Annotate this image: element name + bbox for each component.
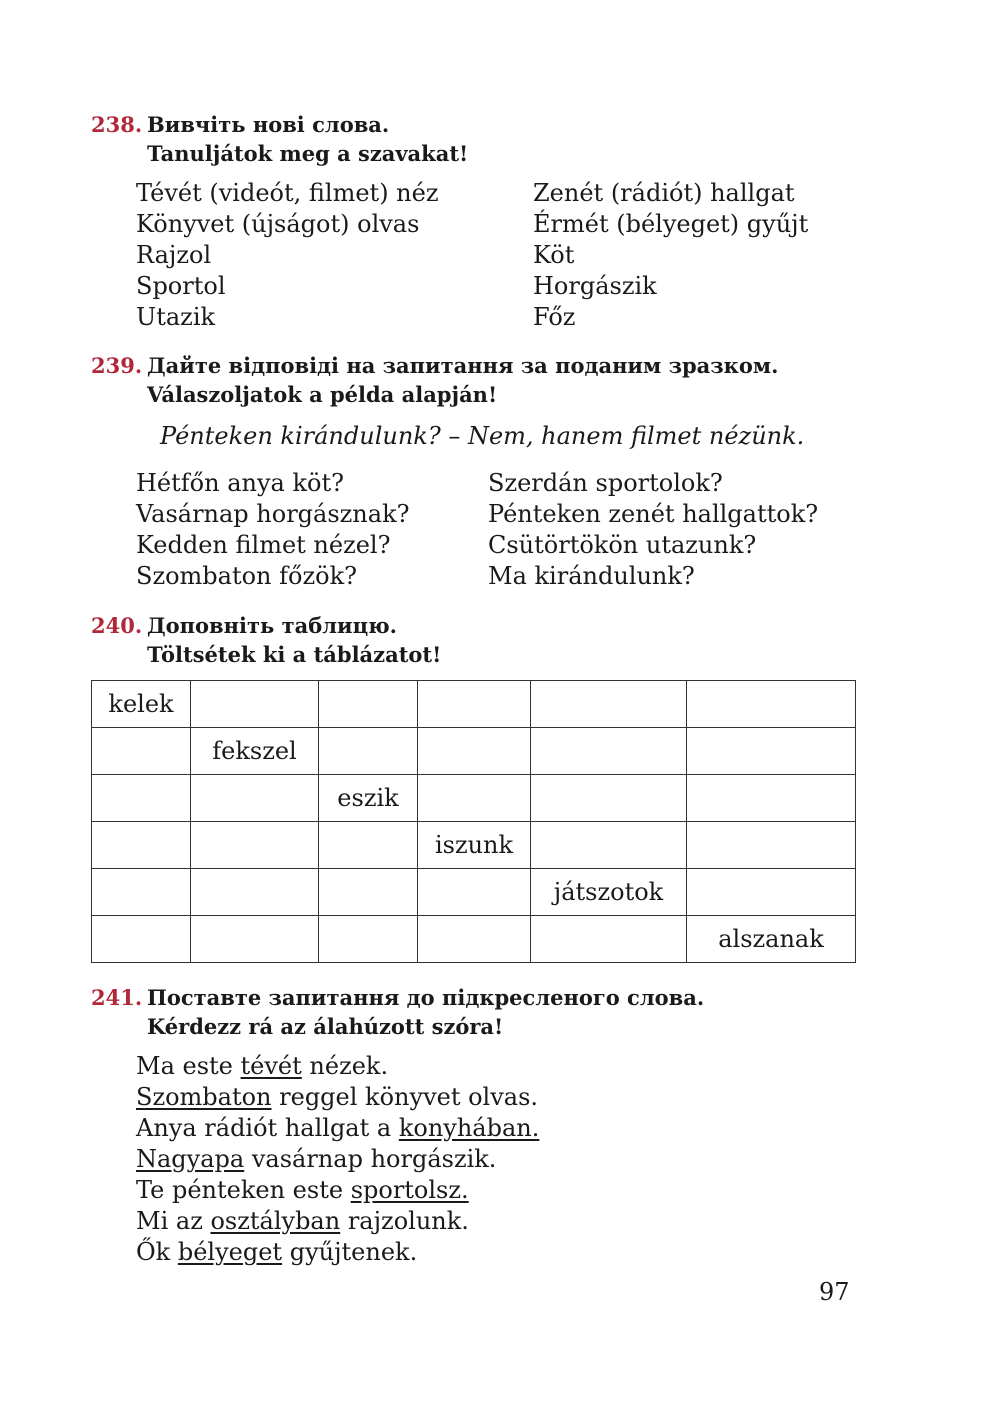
question-item: Csütörtökön utazunk?: [488, 531, 757, 559]
word-item: Érmét (bélyeget) gyűjt: [533, 210, 809, 238]
exercise-238-number: 238.: [91, 112, 143, 137]
sentence: Anya rádiót hallgat a konyhában.: [136, 1114, 540, 1142]
table-cell[interactable]: [531, 822, 687, 869]
word-item: Sportol: [136, 272, 226, 300]
word-item: Főz: [533, 303, 576, 331]
table-row: [92, 775, 856, 822]
word-item: Rajzol: [136, 241, 212, 269]
table-cell[interactable]: [531, 775, 687, 822]
exercise-239-left-column: [136, 468, 409, 592]
table-cell[interactable]: [418, 869, 531, 916]
table-cell[interactable]: [319, 869, 418, 916]
table-cell[interactable]: [418, 775, 531, 822]
conjugation-table: [91, 680, 856, 963]
exercise-239-title-ua: Дайте відповіді на запитання за поданим зразком.: [147, 353, 779, 378]
underlined-word: Szombaton: [136, 1083, 272, 1111]
exercise-241-sentences: [136, 1051, 539, 1268]
table-cell[interactable]: [191, 681, 319, 728]
table-cell[interactable]: [191, 822, 319, 869]
table-cell[interactable]: [92, 775, 191, 822]
table-cell[interactable]: [319, 681, 418, 728]
sentence: Ma este tévét nézek.: [136, 1052, 389, 1080]
table-cell[interactable]: [191, 869, 319, 916]
sentence: Szombaton reggel könyvet olvas.: [136, 1083, 539, 1111]
question-item: Ma kirándulunk?: [488, 562, 695, 590]
underlined-word: sportolsz.: [350, 1176, 469, 1204]
table-cell[interactable]: [319, 728, 418, 775]
exercise-238-title-ua: Вивчіть нові слова.: [147, 112, 390, 137]
table-cell[interactable]: alszanak: [687, 916, 856, 963]
exercise-240-title-ua: Доповніть таблицю.: [147, 613, 397, 638]
underlined-word: osztályban: [210, 1207, 341, 1235]
sentence: Ők bélyeget gyűjtenek.: [136, 1238, 418, 1266]
sentence: Mi az osztályban rajzolunk.: [136, 1207, 469, 1235]
table-cell[interactable]: [687, 681, 856, 728]
word-item: Tévét (videót, filmet) néz: [136, 179, 439, 207]
exercise-241-number: 241.: [91, 985, 143, 1010]
question-item: Hétfőn anya köt?: [136, 469, 344, 497]
table-cell[interactable]: [418, 728, 531, 775]
exercise-239-number: 239.: [91, 353, 143, 378]
underlined-word: tévét: [240, 1052, 302, 1080]
exercise-239-example: Pénteken kirándulunk? – Nem, hanem filmet nézünk.: [160, 422, 805, 450]
table-row: [92, 728, 856, 775]
exercise-239-title-hu: Válaszoljatok a példa alapján!: [147, 382, 498, 407]
exercise-240-title-hu: Töltsétek ki a táblázatot!: [147, 642, 442, 667]
table-row: [92, 869, 856, 916]
table-cell[interactable]: játszotok: [531, 869, 687, 916]
exercise-241-title-hu: Kérdezz rá az álahúzott szóra!: [147, 1014, 504, 1039]
question-item: Szombaton főzök?: [136, 562, 357, 590]
table-cell[interactable]: [687, 728, 856, 775]
table-cell[interactable]: [418, 681, 531, 728]
exercise-240-number: 240.: [91, 613, 143, 638]
table-cell[interactable]: [531, 681, 687, 728]
table-cell[interactable]: iszunk: [418, 822, 531, 869]
word-item: Köt: [533, 241, 575, 269]
word-item: Könyvet (újságot) olvas: [136, 210, 420, 238]
table-row: [92, 916, 856, 963]
table-cell[interactable]: [191, 775, 319, 822]
table-cell[interactable]: [687, 869, 856, 916]
table-cell[interactable]: [531, 916, 687, 963]
word-item: Horgászik: [533, 272, 657, 300]
table-cell[interactable]: [319, 916, 418, 963]
word-item: Utazik: [136, 303, 216, 331]
underlined-word: konyhában.: [398, 1114, 540, 1142]
exercise-238-title-hu: Tanuljátok meg a szavakat!: [147, 141, 469, 166]
sentence: Nagyapa vasárnap horgászik.: [136, 1145, 497, 1173]
page-number: 97: [819, 1278, 850, 1306]
underlined-word: bélyeget: [177, 1238, 283, 1266]
table-cell[interactable]: kelek: [92, 681, 191, 728]
question-item: Szerdán sportolok?: [488, 469, 723, 497]
table-cell[interactable]: [92, 728, 191, 775]
table-cell[interactable]: eszik: [319, 775, 418, 822]
table-cell[interactable]: fekszel: [191, 728, 319, 775]
table-row: [92, 681, 856, 728]
exercise-238-right-column: [533, 178, 808, 333]
table-cell[interactable]: [531, 728, 687, 775]
table-cell[interactable]: [319, 822, 418, 869]
exercise-238-left-column: [136, 178, 438, 333]
question-item: Kedden filmet nézel?: [136, 531, 391, 559]
table-cell[interactable]: [92, 869, 191, 916]
word-item: Zenét (rádiót) hallgat: [533, 179, 795, 207]
question-item: Pénteken zenét hallgattok?: [488, 500, 819, 528]
table-cell[interactable]: [687, 775, 856, 822]
table-row: [92, 822, 856, 869]
question-item: Vasárnap horgásznak?: [136, 500, 410, 528]
table-cell[interactable]: [92, 822, 191, 869]
table-cell[interactable]: [92, 916, 191, 963]
exercise-241-title-ua: Поставте запитання до підкресленого слова.: [147, 985, 705, 1010]
underlined-word: Nagyapa: [136, 1145, 245, 1173]
table-cell[interactable]: [191, 916, 319, 963]
exercise-239-right-column: [488, 468, 818, 592]
table-cell[interactable]: [418, 916, 531, 963]
table-cell[interactable]: [687, 822, 856, 869]
sentence: Te pénteken este sportolsz.: [136, 1176, 469, 1204]
